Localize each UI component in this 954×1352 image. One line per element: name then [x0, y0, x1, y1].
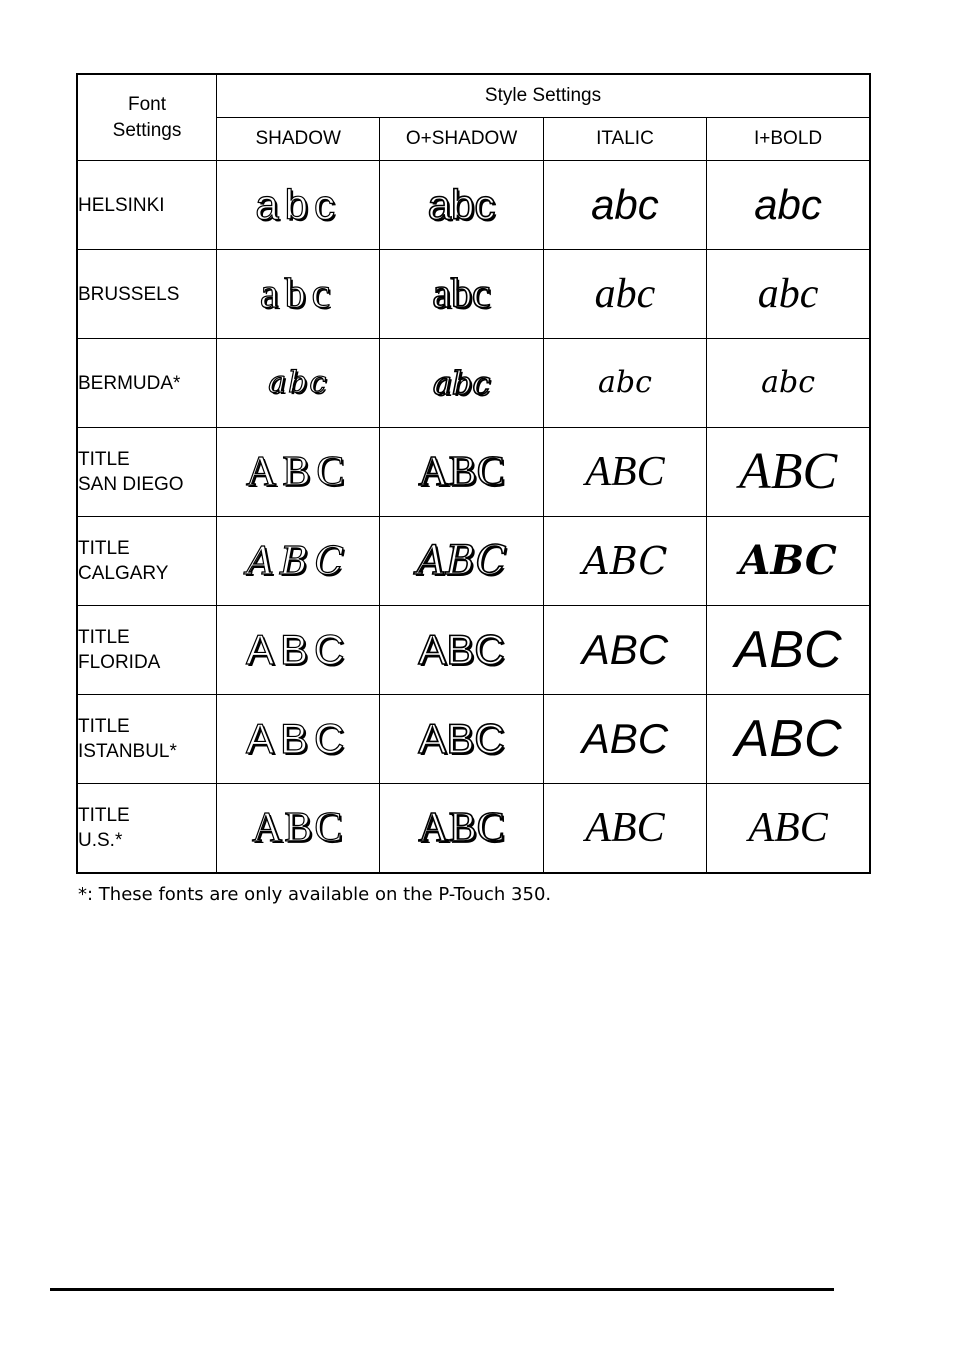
table-row	[77, 606, 870, 695]
table-row	[77, 428, 870, 517]
row-label-line: ISTANBUL*	[78, 741, 177, 762]
row-label-line: SAN DIEGO	[78, 474, 184, 495]
column-header-o-shadow: O+SHADOW	[380, 118, 543, 161]
row-label-florida	[77, 606, 217, 695]
row-label-line: U.S.*	[78, 830, 123, 851]
column-header-shadow: SHADOW	[217, 118, 380, 161]
font-settings-header-line-2: Settings	[112, 119, 182, 141]
row-label-line: FLORIDA	[78, 652, 161, 673]
sample-bermuda-shadow: abc	[217, 339, 380, 428]
row-label-helsinki	[77, 161, 217, 250]
row-label-line: TITLE	[78, 627, 130, 648]
sample-calgary-italic: ABC	[543, 517, 706, 606]
sample-us-i-bold: ABC	[707, 784, 870, 874]
row-label-us	[77, 784, 217, 874]
sample-helsinki-o-shadow: abc	[380, 161, 543, 250]
table-row	[77, 784, 870, 874]
table-row	[77, 250, 870, 339]
sample-florida-italic: ABC	[543, 606, 706, 695]
style-settings-header: Style Settings	[217, 74, 871, 118]
sample-bermuda-o-shadow: abc	[380, 339, 543, 428]
sample-florida-shadow: ABC	[217, 606, 380, 695]
table-row	[77, 695, 870, 784]
sample-calgary-shadow: ABC	[217, 517, 380, 606]
sample-us-shadow: ABC	[217, 784, 380, 874]
row-label-line: CALGARY	[78, 563, 169, 584]
sample-brussels-i-bold: abc	[707, 250, 870, 339]
column-header-italic: ITALIC	[543, 118, 706, 161]
sample-florida-i-bold: ABC	[707, 606, 870, 695]
sample-us-o-shadow: ABC	[380, 784, 543, 874]
sample-calgary-i-bold: ABC	[707, 517, 870, 606]
row-label-line: TITLE	[78, 805, 130, 826]
row-label-istanbul	[77, 695, 217, 784]
column-header-i-bold: I+BOLD	[707, 118, 870, 161]
row-label-line: BERMUDA*	[78, 372, 181, 394]
row-label-bermuda	[77, 339, 217, 428]
sample-istanbul-o-shadow: ABC	[380, 695, 543, 784]
bottom-rule	[50, 1288, 834, 1291]
sample-san-diego-i-bold: ABC	[707, 428, 870, 517]
row-label-line: TITLE	[78, 716, 130, 737]
sample-florida-o-shadow: ABC	[380, 606, 543, 695]
sample-san-diego-shadow: ABC	[217, 428, 380, 517]
sample-bermuda-italic: abc	[543, 339, 706, 428]
row-label-brussels	[77, 250, 217, 339]
font-settings-header-line-1: Font	[127, 93, 167, 115]
sample-calgary-o-shadow: ABC	[380, 517, 543, 606]
row-label-san-diego	[77, 428, 217, 517]
sample-bermuda-i-bold: abc	[707, 339, 870, 428]
sample-istanbul-italic: ABC	[543, 695, 706, 784]
font-settings-header	[77, 74, 217, 161]
sample-helsinki-shadow: abc	[217, 161, 380, 250]
footnote: *: These fonts are only available on the P-Touch 350.	[78, 884, 552, 905]
sample-istanbul-i-bold: ABC	[707, 695, 870, 784]
sample-istanbul-shadow: ABC	[217, 695, 380, 784]
table-row	[77, 339, 870, 428]
font-style-table	[76, 73, 871, 874]
sample-brussels-italic: abc	[543, 250, 706, 339]
sample-san-diego-italic: ABC	[543, 428, 706, 517]
row-label-line: HELSINKI	[78, 194, 165, 216]
table-row	[77, 517, 870, 606]
row-label-line: TITLE	[78, 538, 130, 559]
sample-helsinki-i-bold: abc	[707, 161, 870, 250]
table-row	[77, 161, 870, 250]
row-label-calgary	[77, 517, 217, 606]
sample-us-italic: ABC	[543, 784, 706, 874]
row-label-line: TITLE	[78, 449, 130, 470]
sample-helsinki-italic: abc	[543, 161, 706, 250]
sample-brussels-shadow: abc	[217, 250, 380, 339]
sample-san-diego-o-shadow: ABC	[380, 428, 543, 517]
sample-brussels-o-shadow: abc	[380, 250, 543, 339]
row-label-line: BRUSSELS	[78, 283, 180, 305]
